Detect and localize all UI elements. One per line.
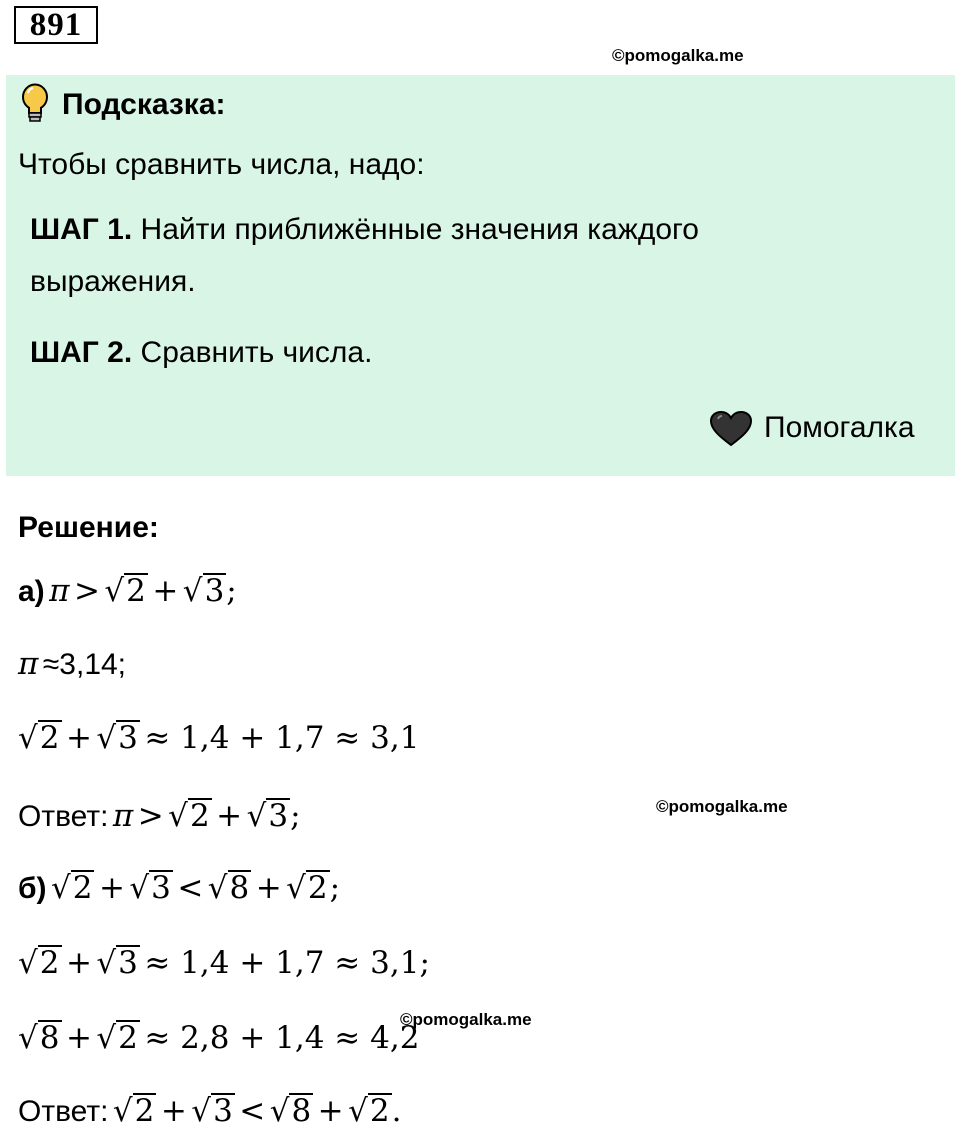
radicand: 8: [291, 1093, 312, 1129]
hint-step1-line2: выражения.: [30, 265, 196, 298]
gt-sign: >: [137, 798, 164, 834]
part-b-label: б): [18, 872, 47, 905]
hint-step1-line1: [30, 213, 699, 247]
lightbulb-icon: [20, 83, 50, 125]
pi-symbol: π: [18, 646, 39, 682]
approx-expression: ≈ 2,8 + 1,4 ≈ 4,2: [144, 1020, 420, 1056]
semicolon: ;: [329, 870, 341, 906]
plus-sign: +: [152, 573, 179, 609]
plus-sign: +: [255, 870, 282, 906]
hint-intro: Чтобы сравнить числа, надо:: [18, 148, 425, 181]
watermark: ©pomogalka.me: [400, 1010, 532, 1029]
sqrt-icon: √: [50, 870, 71, 906]
sqrt-icon: √: [207, 870, 228, 906]
heart-icon: [709, 410, 753, 448]
step1-label: ШАГ 1.: [30, 213, 133, 246]
sqrt-icon: √: [348, 1093, 368, 1129]
answer-label: Ответ:: [18, 1095, 109, 1128]
sqrt-icon: √: [18, 945, 38, 981]
plus-sign: +: [216, 798, 243, 834]
sum-approx-line: [18, 720, 419, 756]
part-b-answer: [18, 1093, 401, 1129]
radicand: 8: [229, 870, 250, 906]
part-b-statement: [18, 870, 340, 906]
pi-symbol: π: [112, 798, 134, 834]
part-b-line2: [18, 945, 430, 981]
sqrt-icon: √: [269, 1093, 290, 1129]
sqrt-icon: √: [104, 573, 125, 609]
sqrt-icon: √: [96, 720, 117, 756]
plus-sign: +: [65, 945, 92, 981]
sqrt-icon: √: [191, 1093, 212, 1129]
radicand: 3: [118, 945, 138, 981]
sqrt-icon: √: [246, 798, 267, 834]
radicand: 2: [72, 870, 93, 906]
radicand: 2: [134, 1093, 155, 1129]
hint-step2: [30, 336, 372, 370]
radicand: 2: [39, 720, 60, 756]
sqrt-icon: √: [182, 573, 203, 609]
sqrt-icon: √: [96, 1020, 117, 1056]
plus-sign: +: [65, 720, 92, 756]
sqrt-icon: √: [18, 720, 38, 756]
lt-sign: <: [177, 870, 204, 906]
solution-title: Решение:: [18, 511, 159, 544]
step1-text: Найти приближённые значения каждого: [140, 213, 699, 246]
radicand: 3: [268, 798, 289, 834]
part-a-label: а): [18, 575, 45, 608]
semicolon: ;: [290, 798, 301, 834]
gt-sign: >: [73, 573, 100, 609]
lt-sign: <: [239, 1093, 266, 1129]
sqrt-icon: √: [96, 945, 117, 981]
radicand: 2: [118, 1020, 138, 1056]
watermark: ©pomogalka.me: [612, 46, 744, 65]
brand-label: Помогалка: [764, 411, 915, 444]
step2-text: Сравнить числа.: [140, 336, 373, 369]
approx-expression: ≈ 1,4 + 1,7 ≈ 3,1: [144, 720, 420, 756]
semicolon: ;: [226, 573, 237, 609]
part-b-line3: [18, 1020, 419, 1056]
radicand: 2: [39, 945, 60, 981]
hint-title: Подсказка:: [62, 88, 226, 121]
sqrt-icon: √: [112, 1093, 133, 1129]
sqrt-icon: √: [129, 870, 150, 906]
watermark: ©pomogalka.me: [656, 797, 788, 816]
sqrt-icon: √: [286, 870, 306, 906]
part-a-answer: [18, 798, 301, 834]
radicand: 2: [307, 870, 328, 906]
plus-sign: +: [65, 1020, 92, 1056]
step2-label: ШАГ 2.: [30, 336, 133, 369]
pi-approx-line: [18, 646, 126, 682]
radicand: 3: [118, 720, 138, 756]
radicand: 3: [204, 573, 225, 609]
part-a-statement: [18, 573, 237, 609]
pi-symbol: π: [49, 573, 70, 609]
radicand: 2: [189, 798, 210, 834]
sqrt-icon: √: [168, 798, 188, 834]
period: .: [391, 1093, 402, 1129]
radicand: 2: [126, 573, 146, 609]
radicand: 2: [369, 1093, 390, 1129]
sqrt-icon: √: [18, 1020, 38, 1056]
radicand: 8: [39, 1020, 60, 1056]
radicand: 3: [213, 1093, 233, 1129]
pi-approx-value: ≈3,14;: [42, 648, 127, 681]
approx-expression: ≈ 1,4 + 1,7 ≈ 3,1;: [144, 945, 430, 981]
answer-label: Ответ:: [18, 800, 109, 833]
plus-sign: +: [98, 870, 125, 906]
plus-sign: +: [317, 1093, 344, 1129]
problem-number: 891: [14, 6, 98, 44]
radicand: 3: [151, 870, 171, 906]
plus-sign: +: [160, 1093, 187, 1129]
